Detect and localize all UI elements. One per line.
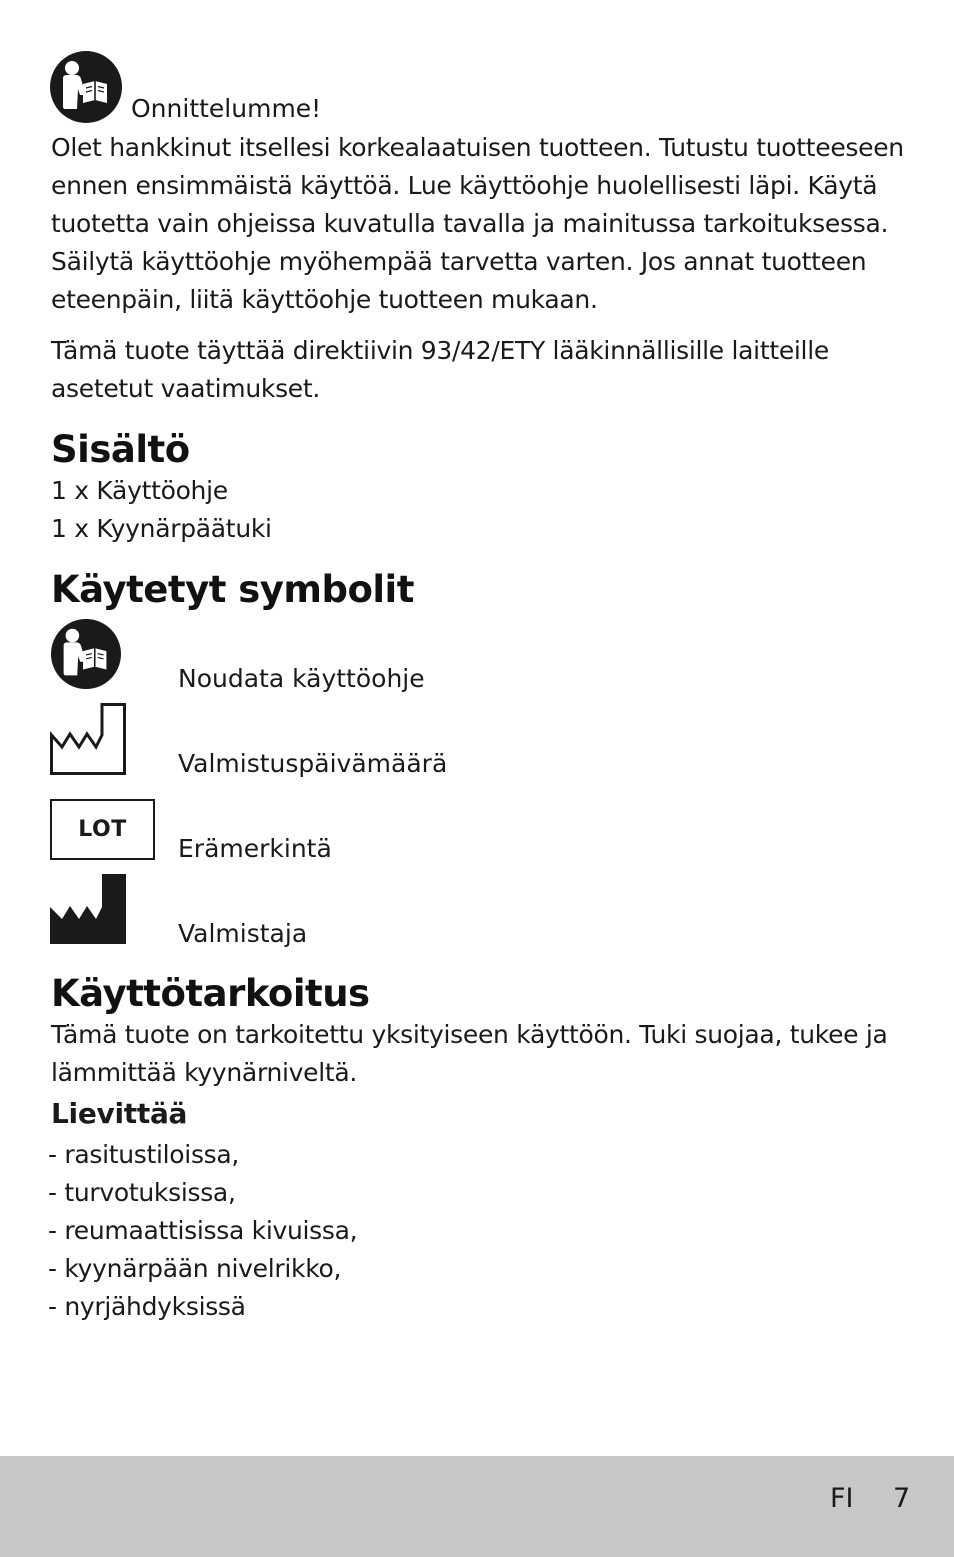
list-item: - rasitustiloissa, bbox=[48, 1140, 240, 1169]
lot-text: LOT bbox=[78, 817, 127, 842]
read-manual-icon bbox=[50, 51, 122, 123]
read-manual-icon bbox=[50, 619, 122, 689]
purpose-heading: Käyttötarkoitus bbox=[51, 972, 370, 1015]
list-item: 1 x Käyttöohje bbox=[51, 476, 228, 505]
lot-icon bbox=[50, 799, 155, 860]
symbols-heading: Käytetyt symbolit bbox=[51, 568, 414, 611]
list-item: - nyrjähdyksissä bbox=[48, 1292, 246, 1321]
relief-list bbox=[48, 1136, 357, 1326]
contents-list bbox=[51, 472, 272, 548]
list-item: - reumaattisissa kivuissa, bbox=[48, 1216, 358, 1245]
list-item: 1 x Kyynärpäätuki bbox=[51, 514, 272, 543]
symbol-label-lot: Erämerkintä bbox=[178, 834, 332, 863]
symbol-label-manufacturer: Valmistaja bbox=[178, 919, 308, 948]
manufacturer-icon bbox=[50, 873, 126, 945]
page-footer bbox=[0, 1456, 954, 1557]
footer-language: FI bbox=[830, 1483, 854, 1514]
intro-paragraph: Olet hankkinut itsellesi korkealaatuisen tuotteen. Tutustu tuotteeseen ennen ensimmäistä käyttöä. Lue käyttöohje huolellisesti läpi. Käytä tuotetta vain ohjeissa kuvatulla tavalla ja mainitussa tarkoituksessa. Säilytä käyttöohje myöhempää tarvetta varten. Jos annat tuotteen eteenpäin, liitä käyttöohje tuotteen mukaan. bbox=[51, 133, 904, 314]
list-item: - turvotuksissa, bbox=[48, 1178, 236, 1207]
contents-heading: Sisältö bbox=[51, 428, 190, 471]
relief-subheading: Lievittää bbox=[51, 1097, 188, 1130]
symbol-label-manufacture-date: Valmistuspäivämäärä bbox=[178, 749, 448, 778]
manufacture-date-icon bbox=[50, 703, 126, 775]
footer-page-number: 7 bbox=[893, 1483, 911, 1514]
purpose-paragraph: Tämä tuote on tarkoitettu yksityiseen käyttöön. Tuki suojaa, tukee ja lämmittää kyynärniveltä. bbox=[51, 1020, 888, 1087]
symbol-label-read-manual: Noudata käyttöohje bbox=[178, 664, 425, 693]
directive-paragraph: Tämä tuote täyttää direktiivin 93/42/ETY lääkinnällisille laitteille asetetut vaatimukset. bbox=[51, 336, 829, 403]
greeting: Onnittelumme! bbox=[131, 94, 322, 123]
list-item: - kyynärpään nivelrikko, bbox=[48, 1254, 342, 1283]
